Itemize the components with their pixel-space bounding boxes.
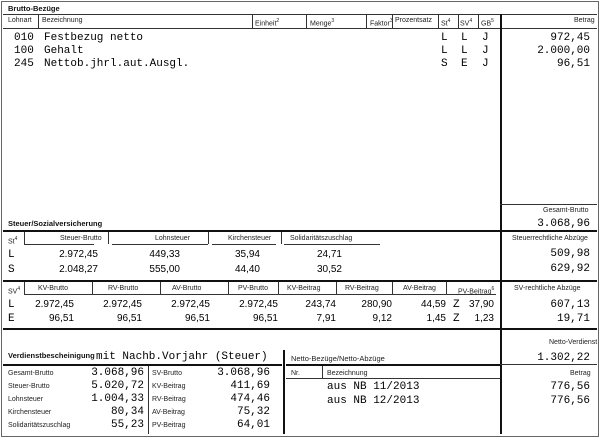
header-rv-beitrag: RV-Beitrag	[345, 285, 379, 292]
nettobezuege-betrag-label: Betrag	[570, 370, 591, 377]
header-bezeichnung: Bezeichnung	[42, 17, 83, 24]
verdienst-right-label: AV-Beitrag	[152, 409, 185, 416]
brutto-row-bezeichnung: Nettob.jhrl.aut.Ausgl.	[44, 58, 190, 70]
steuer-row-st: S	[8, 264, 15, 276]
sv-row-pv-beitrag: 1,23	[474, 313, 494, 324]
header-av-brutto: AV-Brutto	[172, 285, 202, 292]
header-kirchensteuer: Kirchensteuer	[228, 235, 272, 242]
verdienst-title: Verdienstbescheinigung	[8, 351, 95, 360]
brutto-title: Brutto-Bezüge	[8, 4, 60, 13]
steuer-row-soli: 30,52	[316, 264, 342, 275]
nettobezuege-row-betrag: 776,56	[550, 381, 590, 393]
brutto-row-sv: E	[461, 58, 468, 70]
verdienst-divider	[283, 350, 285, 434]
section-divider	[3, 328, 597, 330]
sv-row-sv: L	[8, 299, 15, 311]
steuer-row-soli: 24,71	[316, 249, 342, 260]
brutto-row-st: S	[441, 58, 448, 70]
nettobezuege-row-bezeichnung: aus NB 11/2013	[327, 381, 420, 393]
sv-row-kv-beitrag: 243,74	[305, 299, 336, 310]
header-menge: Menge$^3$	[310, 18, 335, 28]
verdienst-right-value: 75,32	[236, 406, 270, 418]
nettobezuege-bezeichnung-label: Bezeichnung	[327, 370, 368, 377]
header-av-beitrag: AV-Beitrag	[403, 285, 436, 292]
sv-row-pv-brutto: 96,51	[252, 313, 278, 324]
header-einheit: Einheit$^2$	[255, 18, 280, 28]
netto-verdienst-value: 1.302,22	[537, 352, 590, 364]
nettobezuege-row-betrag: 776,56	[550, 395, 590, 407]
nettobezuege-row-bezeichnung: aus NB 12/2013	[327, 395, 420, 407]
divider	[3, 14, 597, 15]
sv-row-pv-flag: Z	[453, 299, 460, 311]
verdienst-left-value: 3.068,96	[91, 367, 144, 379]
sv-row-rv-brutto: 96,51	[116, 313, 142, 324]
brutto-row-sv: L	[461, 32, 468, 44]
steuer-row-brutto: 2.048,27	[59, 264, 98, 275]
brutto-row-st: L	[441, 45, 448, 57]
header-gb: $GB^5$	[481, 18, 494, 28]
sv-row-rv-beitrag: 280,90	[361, 299, 392, 310]
brutto-row-bezeichnung: Festbezug netto	[44, 32, 144, 44]
sv-row-av-brutto: 2.972,45	[171, 299, 210, 310]
section-divider	[3, 230, 597, 232]
header-kv-beitrag: KV-Beitrag	[287, 285, 321, 292]
verdienst-left-label: Kirchensteuer	[8, 409, 52, 416]
steuer-header-st: St$^4$	[8, 236, 18, 246]
header-prozentsatz: Prozentsatz	[395, 17, 432, 24]
verdienst-left-value: 1.004,33	[91, 393, 144, 405]
sv-row-kv-brutto: 2.972,45	[35, 299, 74, 310]
verdienst-left-label: Lohnsteuer	[8, 396, 44, 403]
sv-row-kv-beitrag: 7,91	[316, 313, 336, 324]
brutto-row-st: L	[441, 32, 448, 44]
verdienst-note: mit Nachb.Vorjahr (Steuer)	[96, 351, 268, 363]
header-pv-beitrag: PV-Beitrag$^6$	[458, 286, 495, 296]
steuer-abzuege-value: 509,98	[550, 248, 590, 260]
verdienst-right-label: SV-Brutto	[152, 370, 182, 377]
brutto-row-lohnart: 100	[14, 45, 34, 57]
verdienst-right-value: 474,46	[230, 393, 270, 405]
brutto-row-bezeichnung: Gehalt	[44, 45, 84, 57]
header-pv-brutto: PV-Brutto	[238, 285, 268, 292]
sv-header-sv: $SV^4$	[8, 286, 21, 296]
brutto-row-sv: L	[461, 45, 468, 57]
sv-abzuege-value: 19,71	[556, 313, 590, 325]
brutto-row-gb: J	[482, 45, 489, 57]
verdienst-right-value: 64,01	[236, 419, 270, 431]
sv-row-av-beitrag: 44,59	[420, 299, 446, 310]
verdienst-right-label: KV-Beitrag	[152, 383, 186, 390]
verdienst-left-value: 55,23	[110, 419, 144, 431]
header-lohnart: Lohnart	[8, 17, 32, 24]
brutto-row-betrag: 96,51	[556, 58, 590, 70]
sv-row-rv-brutto: 2.972,45	[103, 299, 142, 310]
verdienst-right-label: RV-Beitrag	[152, 396, 186, 403]
steuer-row-brutto: 2.972,45	[59, 249, 98, 260]
brutto-row-gb: J	[482, 58, 489, 70]
verdienst-right-value: 3.068,96	[217, 367, 270, 379]
verdienst-left-label: Solidaritätszuschlag	[8, 422, 71, 429]
steuer-row-st: L	[8, 249, 15, 261]
sv-row-av-beitrag: 1,45	[426, 313, 446, 324]
verdienst-right-label: PV-Beitrag	[152, 422, 186, 429]
sv-row-pv-beitrag: 37,90	[468, 299, 494, 310]
header-faktor: Faktor$^3$	[370, 18, 393, 28]
brutto-row-betrag: 972,45	[550, 32, 590, 44]
brutto-row-gb: J	[482, 32, 489, 44]
header-rv-brutto: RV-Brutto	[108, 285, 139, 292]
verdienst-left-label: Steuer-Brutto	[8, 383, 50, 390]
nettobezuege-nr-label: Nr.	[291, 370, 300, 377]
divider	[3, 28, 597, 29]
steuer-row-kirchensteuer: 35,94	[234, 249, 260, 260]
verdienst-right-value: 411,69	[230, 380, 270, 392]
header-lohnsteuer: Lohnsteuer	[155, 235, 191, 242]
sv-row-pv-flag: Z	[453, 313, 460, 325]
steuer-row-lohnsteuer: 449,33	[149, 249, 180, 260]
gesamt-brutto-label: Gesamt-Brutto	[543, 207, 589, 214]
header-kv-brutto: KV-Brutto	[38, 285, 68, 292]
brutto-row-lohnart: 010	[14, 32, 34, 44]
sv-abzuege-label: SV-rechtliche Abzüge	[514, 285, 581, 292]
sv-row-sv: E	[8, 313, 15, 325]
sv-row-av-brutto: 96,51	[184, 313, 210, 324]
sv-row-pv-brutto: 2.972,45	[239, 299, 278, 310]
netto-verdienst-label: Netto-Verdienst	[549, 339, 598, 346]
sv-row-kv-brutto: 96,51	[48, 313, 74, 324]
verdienst-left-value: 80,34	[110, 406, 144, 418]
verdienst-left-label: Gesamt-Brutto	[8, 370, 54, 377]
steuer-row-lohnsteuer: 555,00	[149, 264, 180, 275]
sv-row-rv-beitrag: 9,12	[372, 313, 392, 324]
steuer-abzuege-label: Steuerrechtliche Abzüge	[512, 235, 588, 242]
gesamt-brutto-value: 3.068,96	[537, 218, 590, 230]
steuer-abzuege-value: 629,92	[550, 263, 590, 275]
steuer-title: Steuer/Sozialversicherung	[8, 219, 103, 228]
steuer-row-kirchensteuer: 44,40	[234, 264, 260, 275]
header-soli: Solidaritätszuschlag	[290, 235, 353, 242]
nettobezuege-title: Netto-Bezüge/Netto-Abzüge	[291, 354, 385, 363]
brutto-row-lohnart: 245	[14, 58, 34, 70]
brutto-row-betrag: 2.000,00	[537, 45, 590, 57]
header-betrag: Betrag	[574, 17, 595, 24]
betrag-column-divider	[500, 14, 502, 434]
verdienst-left-value: 5.020,72	[91, 380, 144, 392]
header-steuer-brutto: Steuer-Brutto	[60, 235, 102, 242]
sv-abzuege-value: 607,13	[550, 299, 590, 311]
header-sv: $SV^4$	[460, 18, 473, 28]
header-st: St$^4$	[441, 18, 451, 28]
